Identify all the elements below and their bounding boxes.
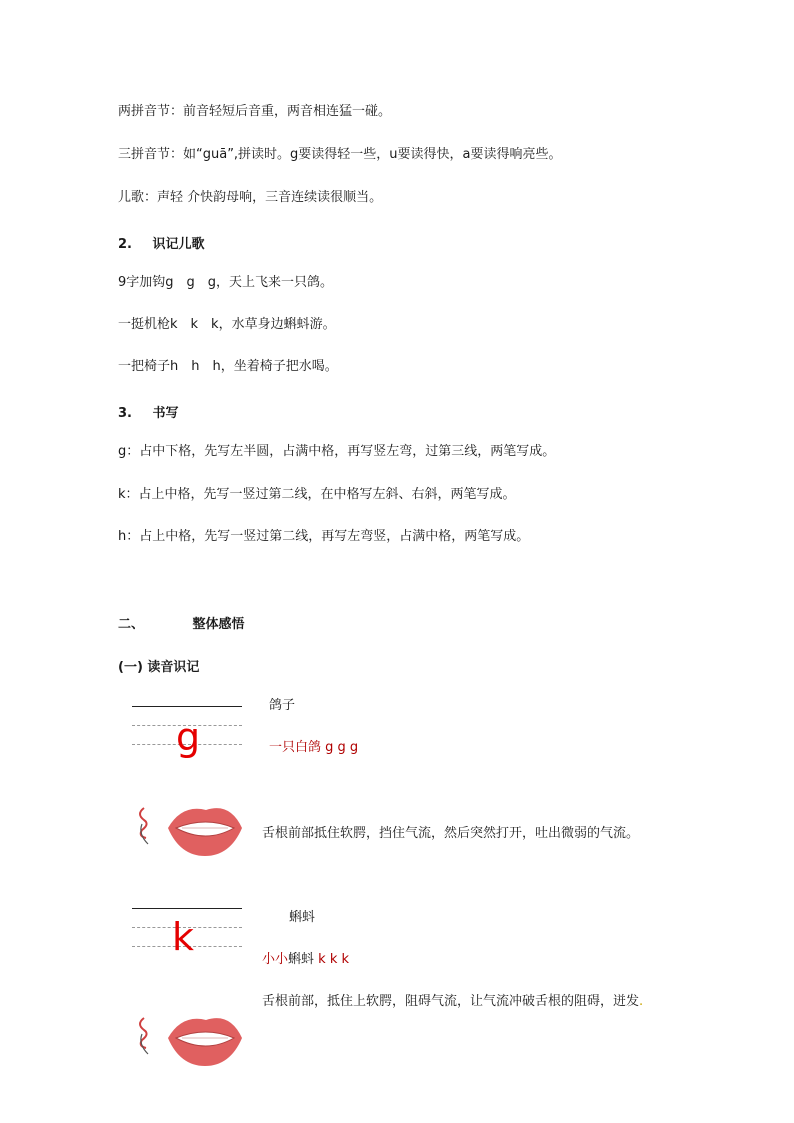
tongue-diagram-icon bbox=[140, 808, 148, 844]
section-number: 二、 bbox=[118, 617, 145, 632]
chant-text: k k k bbox=[318, 952, 350, 967]
rhyme-line-h: 一把椅子h h h，坐着椅子把水喝。 bbox=[118, 359, 338, 374]
description-text: 舌根前部，抵住上软腭，阻碍气流，让气流冲破舌根的阻碍，迸发 bbox=[262, 994, 640, 1009]
heading-number: 3. bbox=[118, 406, 132, 421]
tongue-diagram-icon bbox=[140, 1018, 148, 1054]
pinyin-grid-k bbox=[132, 908, 242, 962]
phrase-text: 一只白鸽 bbox=[269, 740, 322, 755]
rhyme-line-k: 一挺机枪k k k，水草身边蝌蚪游。 bbox=[118, 317, 336, 332]
writing-line-g: g：占中下格，先写左半圆，占满中格，再写竖左弯，过第三线，两笔写成。 bbox=[118, 444, 556, 459]
text-line-three-syllable: 三拼音节：如“guā”,拼读时。g要读得轻一些，u要读得快，a要读得响亮些。 bbox=[118, 147, 562, 162]
pinyin-letter-g: g bbox=[176, 715, 201, 759]
lips-icon bbox=[168, 808, 242, 856]
word-tadpole: 蝌蚪 bbox=[289, 910, 316, 925]
heading-writing bbox=[118, 402, 179, 421]
text-line-rhyme: 儿歌：声轻 介快韵母响，三音连续读很顺当。 bbox=[118, 190, 383, 205]
phrase-little-tadpole bbox=[262, 952, 349, 968]
heading-memorize-rhyme bbox=[118, 233, 205, 252]
heading-number: 2. bbox=[118, 237, 132, 252]
description-end: . bbox=[639, 994, 644, 1009]
pinyin-letter-k: k bbox=[172, 915, 195, 959]
section-title: 整体感悟 bbox=[192, 617, 245, 632]
description-k bbox=[262, 994, 643, 1010]
lips-icon bbox=[168, 1018, 242, 1066]
phrase-text-b: 蝌蚪 bbox=[288, 952, 315, 967]
chant-text: g g g bbox=[325, 740, 359, 755]
rhyme-line-g: 9字加钩g g g，天上飞来一只鸽。 bbox=[118, 275, 334, 290]
description-g: 舌根前部抵住软腭，挡住气流，然后突然打开，吐出微弱的气流。 bbox=[262, 826, 640, 841]
writing-line-h: h：占上中格，先写一竖过第二线，再写左弯竖，占满中格，两笔写成。 bbox=[118, 529, 530, 544]
grid-top-line bbox=[132, 706, 242, 707]
heading-text: 识记儿歌 bbox=[152, 237, 205, 252]
writing-line-k: k：占上中格，先写一竖过第二线，在中格写左斜、右斜，两笔写成。 bbox=[118, 487, 516, 502]
pinyin-grid-g bbox=[132, 706, 242, 760]
heading-text: 书写 bbox=[152, 406, 179, 421]
grid-top-line bbox=[132, 908, 242, 909]
word-pigeon: 鸽子 bbox=[269, 698, 296, 713]
text-line-two-syllable: 两拼音节：前音轻短后音重，两音相连猛一碰。 bbox=[118, 104, 392, 119]
phrase-white-pigeon bbox=[269, 740, 358, 756]
mouth-illustration-g bbox=[120, 790, 244, 866]
section-heading-overall bbox=[118, 613, 245, 632]
phrase-text-a: 小小 bbox=[262, 952, 289, 967]
subsection-heading-reading: (一) 读音识记 bbox=[118, 660, 200, 675]
mouth-illustration-k bbox=[120, 1000, 244, 1076]
